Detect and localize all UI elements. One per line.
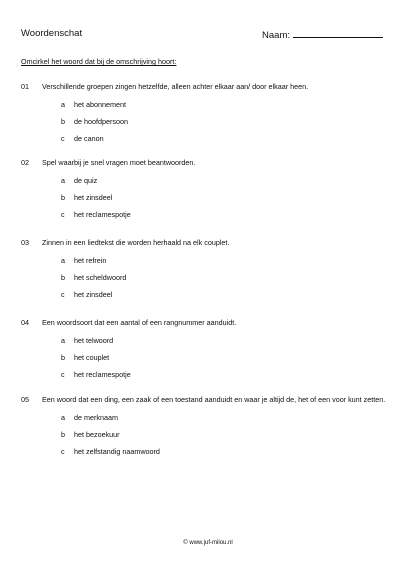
question-01 [21,82,396,151]
question-number: 05 [21,395,29,404]
answer-option[interactable] [61,290,396,299]
answer-option[interactable] [61,430,396,439]
answer-option[interactable] [61,336,396,345]
name-blank-line [293,28,383,38]
option-text: het couplet [74,353,110,362]
option-letter: c [61,370,65,379]
option-letter: c [61,290,65,299]
worksheet-title: Woordenschat [21,28,83,39]
answer-option[interactable] [61,134,396,143]
option-text: het reclamespotje [74,210,131,219]
option-letter: a [61,100,65,109]
answer-option[interactable] [61,193,396,202]
option-text: het telwoord [74,336,114,345]
option-text: de merknaam [74,413,118,422]
option-letter: b [61,430,65,439]
option-text: de hoofdpersoon [74,117,128,126]
option-text: het scheldwoord [74,273,127,282]
question-text: Een woord dat een ding, een zaak of een toestand aanduidt en waar je altijd de, het of een voor kunt zetten. [42,395,386,404]
question-text: Verschillende groepen zingen hetzelfde, alleen achter elkaar aan/ door elkaar heen. [42,82,309,91]
option-letter: a [61,336,65,345]
question-text: Zinnen in een liedtekst die worden herhaald na elk couplet. [42,238,230,247]
name-label: Naam: [262,30,290,41]
option-letter: a [61,413,65,422]
question-05 [21,395,396,464]
answer-option[interactable] [61,370,396,379]
answer-option[interactable] [61,210,396,219]
answer-option[interactable] [61,117,396,126]
option-letter: b [61,193,65,202]
answer-option[interactable] [61,447,396,456]
option-letter: c [61,210,65,219]
option-text: het refrein [74,256,107,265]
answer-options [61,256,396,299]
option-text: de canon [74,134,104,143]
option-text: het zelfstandig naamwoord [74,447,160,456]
option-letter: b [61,117,65,126]
question-02 [21,158,396,227]
question-04 [21,318,396,387]
option-text: de quiz [74,176,98,185]
question-number: 01 [21,82,29,91]
worksheet-header [21,28,383,44]
option-letter: b [61,273,65,282]
answer-option[interactable] [61,100,396,109]
answer-option[interactable] [61,176,396,185]
question-text: Een woordsoort dat een aantal of een rangnummer aanduidt. [42,318,237,327]
option-text: het zinsdeel [74,290,113,299]
option-letter: b [61,353,65,362]
option-text: het abonnement [74,100,126,109]
option-text: het zinsdeel [74,193,113,202]
option-letter: c [61,447,65,456]
option-letter: a [61,176,65,185]
option-letter: c [61,134,65,143]
option-text: het bezoekuur [74,430,120,439]
option-text: het reclamespotje [74,370,131,379]
answer-option[interactable] [61,256,396,265]
answer-option[interactable] [61,413,396,422]
answer-options [61,176,396,219]
name-field [262,28,383,41]
question-number: 03 [21,238,29,247]
answer-option[interactable] [61,273,396,282]
question-number: 02 [21,158,29,167]
question-text: Spel waarbij je snel vragen moet beantwoorden. [42,158,196,167]
question-03 [21,238,396,307]
answer-option[interactable] [61,353,396,362]
option-letter: a [61,256,65,265]
instruction-text: Omcirkel het woord dat bij de omschrijving hoort: [21,57,177,66]
question-number: 04 [21,318,29,327]
answer-options [61,336,396,379]
copyright-footer: © www.juf-milou.nl [183,540,233,546]
answer-options [61,100,396,143]
answer-options [61,413,396,456]
